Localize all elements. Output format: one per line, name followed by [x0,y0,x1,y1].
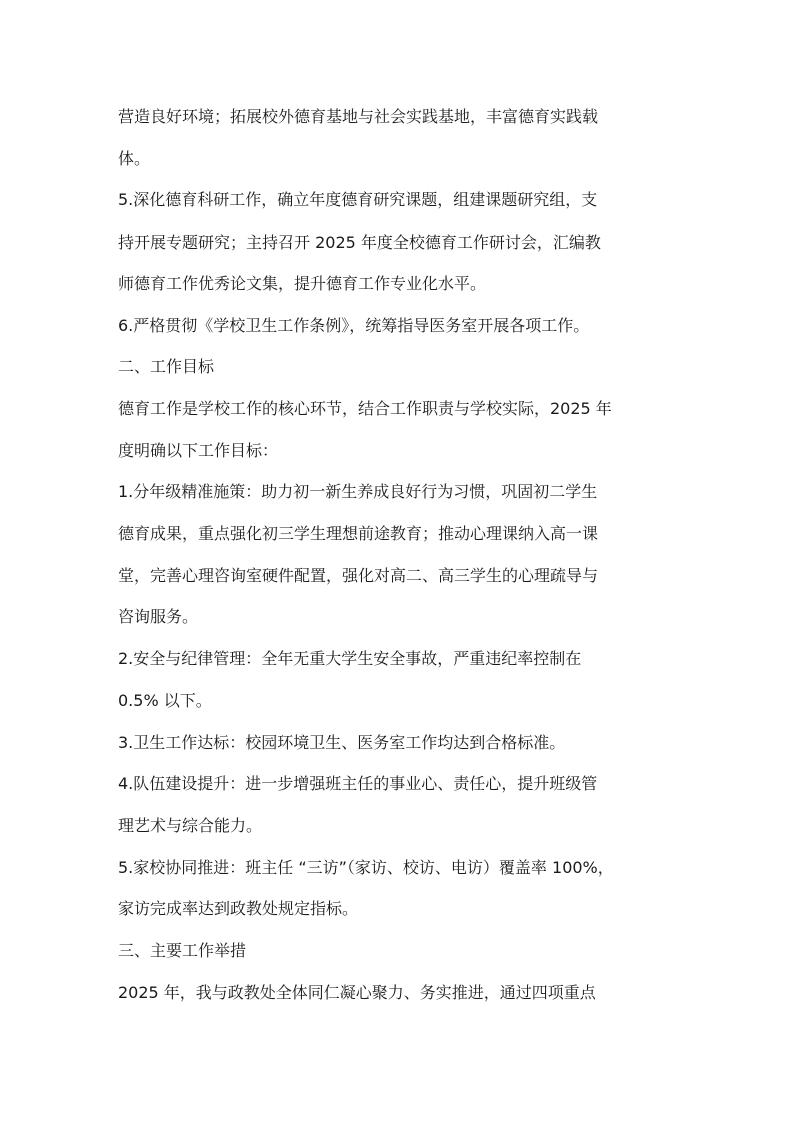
text-line: 4.队伍建设提升：进一步增强班主任的事业心、责任心，提升班级管 [118,774,598,793]
text-line: 师德育工作优秀论文集，提升德育工作专业化水平。 [118,274,487,293]
text-line: 理艺术与综合能力。 [118,816,263,835]
text-line: 2.安全与纪律管理：全年无重大学生安全事故，严重违纪率控制在 [118,649,582,668]
text-line: 2025 年，我与政教处全体同仁凝心聚力、务实推进，通过四项重点 [118,983,596,1002]
text-line: 德育工作是学校工作的核心环节，结合工作职责与学校实际，2025 年 [118,399,612,418]
section-heading: 二、工作目标 [118,357,215,376]
text-line: 咨询服务。 [118,607,199,626]
text-line: 度明确以下工作目标： [118,441,279,460]
text-line: 0.5% 以下。 [118,691,212,710]
text-line: 营造良好环境；拓展校外德育基地与社会实践基地，丰富德育实践载 [118,107,599,126]
text-line: 1.分年级精准施策：助力初一新生养成良好行为习惯，巩固初二学生 [118,482,598,501]
text-line: 6.严格贯彻《学校卫生工作条例》，统筹指导医务室开展各项工作。 [118,316,590,335]
text-line: 家访完成率达到政教处规定指标。 [118,899,359,918]
text-line: 3.卫生工作达标：校园环境卫生、医务室工作均达到合格标准。 [118,733,566,752]
text-line: 5.深化德育科研工作，确立年度德育研究课题，组建课题研究组，支 [118,190,598,209]
text-line: 体。 [118,149,151,168]
section-heading: 三、主要工作举措 [118,941,247,960]
text-line: 堂，完善心理咨询室硬件配置，强化对高二、高三学生的心理疏导与 [118,566,599,585]
text-line: 5.家校协同推进：班主任 “三访”（家访、校访、电访）覆盖率 100%， [118,858,614,877]
text-line: 德育成果，重点强化初三学生理想前途教育；推动心理课纳入高一课 [118,524,599,543]
text-line: 持开展专题研究；主持召开 2025 年度全校德育工作研讨会，汇编教 [118,233,601,252]
